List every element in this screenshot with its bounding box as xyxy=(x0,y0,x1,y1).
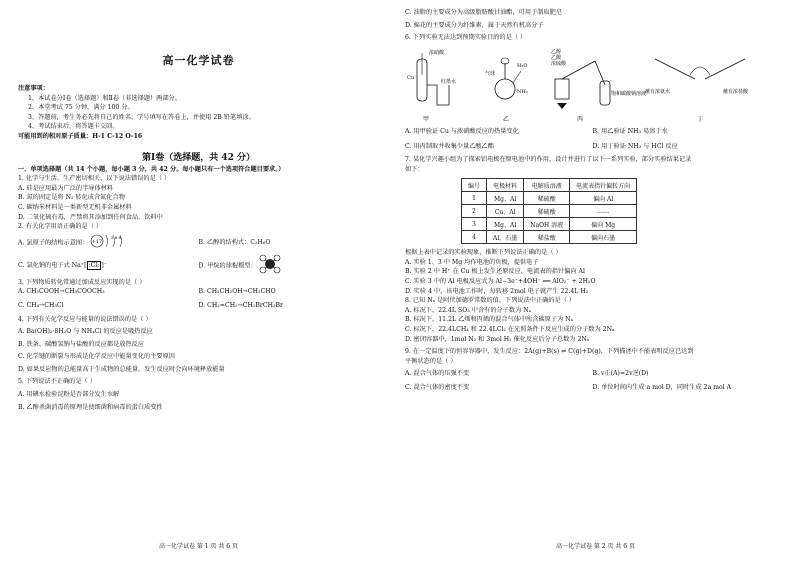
svg-text:乙酸: 乙酸 xyxy=(551,54,562,61)
option-6a: A. 用甲验证 Cu 与浓硝酸反应的热量变化 xyxy=(405,127,519,135)
option-3c: C. CH₄→CH₃Cl xyxy=(18,301,64,309)
experiment-table xyxy=(461,178,637,244)
table-cell: 偏向 Mg xyxy=(570,218,637,231)
option-7d: D. 实验 4 中，该电池工作时，每转移 2mol 电子就产生 22.4L H₂ xyxy=(405,287,589,295)
option-5b: B. 乙醇杀菌消毒的原理是使细菌和病毒的蛋白质变性 xyxy=(18,403,163,411)
option-4b: B. 铁条、碳酸氢钠与盐酸的反应都是放热反应 xyxy=(18,340,145,348)
table-cell: 4 xyxy=(462,231,487,244)
table-header-row xyxy=(462,179,637,192)
svg-text:气球: 气球 xyxy=(485,70,496,77)
option-9d: D. 单位时间内生成 a mol D，同时生成 2a mol A xyxy=(592,383,732,391)
question-6: 6. 下列实验无法达到预期实验目的的是（ ） xyxy=(405,34,527,42)
option-6b: B. 用乙验证 NH₃ 易溶于水 xyxy=(592,127,668,135)
methane-ball-stick-icon xyxy=(259,254,281,278)
table-cell: 稀盐酸 xyxy=(524,231,570,244)
notice-item: 4、考试结束后，将答题卡交回。 xyxy=(28,123,119,131)
table-cell: 1 xyxy=(462,192,487,205)
notice-heading: 注意事项： xyxy=(18,85,49,92)
question-9-cont: 平衡状态的是（ ） xyxy=(405,357,457,365)
table-cell: 稀硫酸 xyxy=(524,192,570,205)
table-row xyxy=(462,192,637,205)
table-cell: 偏向 Al xyxy=(570,192,637,205)
svg-text:NH₃: NH₃ xyxy=(517,88,528,95)
apparatus-yi xyxy=(485,58,528,123)
svg-text:乙: 乙 xyxy=(503,115,510,123)
section-title: 第Ⅰ卷（选择题，共 42 分） xyxy=(141,152,255,163)
question-7-stem: 根据上表中记录的实验现象，推断下列说法正确的是（ ） xyxy=(405,249,562,257)
option-3b: B. CH₃CH₂OH→CH₃CHO xyxy=(198,288,276,296)
svg-text:饱和碳酸钠溶液: 饱和碳酸钠溶液 xyxy=(611,90,647,97)
svg-text:H₂O: H₂O xyxy=(517,62,528,69)
option-1c: C. 碳纳米材料是一类新型无机非金属材料 xyxy=(18,203,132,211)
option-2a: A. 氯原子的结构示意图： +17 2 8 8 xyxy=(18,233,199,253)
question-9: 9. 在一定温度下的恒容容器中，发生反应：2A(g)+B(s) ⇌ C(g)+D(g)，下列描述中不能表明反应已达到 xyxy=(405,348,694,356)
table-header-cell: 编号 xyxy=(462,179,487,192)
svg-text:蘸有浓盐酸: 蘸有浓盐酸 xyxy=(723,88,749,95)
option-7c: C. 实验 3 中的 Al 电极反应式为 Al−3e⁻+4OH⁻ ══ AlO₂⁻ + 2H₂O xyxy=(405,277,596,285)
option-4c: C. 化学键的断裂与形成是化学反应中能量变化的主要原因 xyxy=(18,353,175,361)
notice-item: 3、答题前，考生务必先将自己的姓名、学号填写在答卷上，并使用 2B 铅笔填涂。 xyxy=(28,113,255,121)
table-cell: 3 xyxy=(462,218,487,231)
part-heading: 一、单项选择题（共 14 个小题，每小题 3 分，共 42 分。每小题只有一个选项符合题目要求。） xyxy=(18,165,285,173)
question-7: 7. 某化学兴趣小组为了探索铝电极在原电池中的作用，设计并进行了以下一系列实验，部分实验结果记录 xyxy=(405,155,692,163)
chlorine-atom-diagram xyxy=(90,233,130,253)
table-cell: Al、石墨 xyxy=(487,231,524,244)
svg-text:浓硫酸: 浓硫酸 xyxy=(551,60,567,67)
svg-text:2 8 8: 2 8 8 xyxy=(111,234,122,240)
apparatus-diagram xyxy=(405,45,780,125)
option-6c: C. 用丙制取并收集少量乙酸乙酯 xyxy=(405,143,494,151)
option-8a: A. 标况下，22.4L SO₃ 中含有的分子数为 Nₐ xyxy=(405,306,532,314)
exam-title: 高一化学试卷 xyxy=(162,54,235,67)
table-cell: NaOH 溶液 xyxy=(524,218,570,231)
option-7b: B. 实验 2 中 H⁺ 在 Cu 极上发生还原反应，电流表的指针偏向 Al xyxy=(405,268,585,276)
question-8: 8. 已知 Nₐ 是阿伏加德罗常数的值，下列说法中正确的是（ ） xyxy=(405,297,576,305)
question-3: 3. 下列物质转化常通过加成反应实现的是（ ） xyxy=(18,278,146,286)
option-5c: C. 油脂的主要成分为高级脂肪酸甘油酯，可用于制取肥皂 xyxy=(405,9,562,16)
option-8d: D. 密闭容器中，1mol N₂ 和 3mol H₂ 催化反应后分子总数为 2Nₐ xyxy=(405,335,590,343)
notice-item: 2、本堂考试 75 分钟，满分 100 分。 xyxy=(28,104,134,112)
apparatus-bing xyxy=(551,48,646,123)
svg-text:乙醇: 乙醇 xyxy=(551,48,562,55)
option-4a: A. Ba(OH)₂·8H₂O 与 NH₄Cl 的反应是吸热反应 xyxy=(18,328,153,336)
table-cell: Cu、Al xyxy=(487,205,524,218)
exam-page-2 xyxy=(397,0,794,562)
table-cell: Mg、Al xyxy=(487,218,524,231)
option-8c: C. 标况下，22.4LCH₄ 和 22.4LCl₂ 在光照条件下反应生成的分子数为 2Nₐ xyxy=(405,325,615,333)
svg-text:浓硝酸: 浓硝酸 xyxy=(429,49,445,56)
question-5: 5. 下列说法不正确的是（ ） xyxy=(18,378,96,386)
svg-text:蘸有浓氨水: 蘸有浓氨水 xyxy=(645,88,671,95)
table-row xyxy=(462,205,637,218)
question-4: 4. 下列有关化学反应与能量的说法错误的是（ ） xyxy=(18,315,152,323)
apparatus-ding xyxy=(645,59,749,123)
atomic-mass-line: 可能用到的相对原子质量：H-1 C-12 O-16 xyxy=(18,132,143,140)
question-7-cont: 如下： xyxy=(405,165,424,173)
table-header-cell: 电流表指针偏转方向 xyxy=(570,179,637,192)
option-5d: D. 棉花的主要成分为纤维素，属于天然有机高分子 xyxy=(405,21,544,29)
experiment-figures xyxy=(405,45,780,125)
table-header-cell: 电解质溶液 xyxy=(524,179,570,192)
svg-text:丁: 丁 xyxy=(697,115,704,123)
option-1b: B. 氮的固定是将 N₂ 转化成含氮化合物 xyxy=(18,194,125,202)
option-9a: A. 混合气体的压强不变 xyxy=(405,370,470,378)
notice-item: 1、本试卷分Ⅰ卷（选择题）和Ⅱ卷（非选择题）两部分。 xyxy=(28,94,181,102)
table-row xyxy=(462,231,637,244)
table-cell: 2 xyxy=(462,205,487,218)
option-3a: A. CH₃COOH→CH₃COOCH₃ xyxy=(18,288,105,296)
option-9b: B. v正(A)=2v逆(D) xyxy=(592,370,649,378)
option-2c: C. 氯化钠的电子式 Na⁺[ :Cl: ]⁻ xyxy=(18,261,108,269)
option-1d: D. 二氧化硫有毒，严禁将其添加到任何食品、饮料中 xyxy=(18,213,163,221)
option-3d: D. CH₂=CH₂→CH₂BrCH₂Br xyxy=(198,301,283,309)
svg-text:红墨水: 红墨水 xyxy=(441,78,457,85)
page-footer: 高一化学试卷 第 1 页 共 6 页 xyxy=(158,543,239,550)
apparatus-jia xyxy=(407,49,456,123)
table-cell: Mg、Al xyxy=(487,192,524,205)
table-header-cell: 电极材料 xyxy=(487,179,524,192)
option-4d: D. 如果反应物的总能量高于生成物的总能量，发生反应时会向环境释放能量 xyxy=(18,365,225,373)
option-6d: D. 用丁验证 NH₃ 与 HCl 反应 xyxy=(592,143,678,151)
question-1: 1. 化学与生活、生产密切相关，以下说法错误的是（ ） xyxy=(18,175,171,183)
table-row xyxy=(462,218,637,231)
table-cell: 偏向石墨 xyxy=(570,231,637,244)
page-footer: 高一化学试卷 第 2 页 共 6 页 xyxy=(555,543,636,550)
option-9c: C. 混合气体的密度不变 xyxy=(405,383,470,391)
svg-text:甲: 甲 xyxy=(423,115,430,123)
option-2b: B. 乙醇的结构式：C₂H₆O xyxy=(198,238,271,246)
svg-text:+17: +17 xyxy=(91,238,103,245)
option-1a: A. 硅是应用最为广泛的半导体材料 xyxy=(18,184,114,192)
option-2d: D. 甲烷的球棍模型： xyxy=(199,254,380,278)
option-7a: A. 实验 1、3 中 Mg 均作电池的负极，提供电子 xyxy=(405,258,539,266)
table-cell: 稀硫酸 xyxy=(524,205,570,218)
question-2: 2. 有关化学用语正确的是（ ） xyxy=(18,223,103,231)
option-8b: B. 标况下，11.2L 乙烯和丙烯的混合气体中所含碳原子为 Nₐ xyxy=(405,316,574,324)
svg-text:丙: 丙 xyxy=(577,115,584,123)
table-cell: …… xyxy=(570,205,637,218)
svg-text:Cu: Cu xyxy=(407,74,415,81)
option-5a: A. 用碘水检验淀粉是否部分发生水解 xyxy=(18,391,120,399)
